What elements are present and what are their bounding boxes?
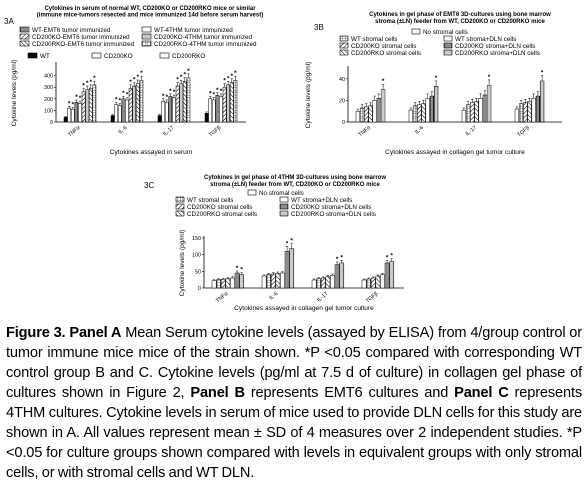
legend-label-cd200ko-4thm-tumor-immunized: CD200KO-4THM tumor immunized [154,34,252,41]
legend-swatch-cd200ko-4thm-tumor-immunized [142,34,151,39]
chart-b-title-line: stroma (±LN) feeder from WT, CD200KO or CD200RKO mice [375,19,545,25]
legend-label-no-stromal-cells: No stromal cells [259,190,304,197]
chart-c-y-tick-label: 0 [198,286,201,292]
chart-b-bar-cd200rko-stroma-dln-cells-tgf [540,81,544,122]
chart-c-y-tick-label: 150 [192,236,201,242]
chart-a-significance-star: * [212,91,216,99]
chart-a-significance-star: * [89,78,93,86]
chart-a-significance-star: * [230,72,234,80]
chart-panel-c [140,170,440,320]
chart-a-bar-wt-4thm-tumor-immunized-tgf [219,96,222,122]
chart-c-bar-cd200ko-stromal-cells-il-6 [271,274,275,288]
chart-c-bar-cd200rko-stromal-cells-tgf [376,276,380,288]
chart-a-bar-cd200rko-emt6-tumor-immunized-il-6 [136,84,139,122]
chart-a-significance-star: * [129,78,132,86]
chart-a-significance-star: * [223,77,226,85]
chart-a-y-tick-label: 300 [44,85,53,92]
chart-c-bar-no-stromal-cells-tgf [362,280,366,288]
chart-c-significance-star: * [240,266,243,274]
legend-swatch-wt-stromal-cells [340,36,348,41]
legend-label-wt: WT [40,53,50,60]
legend-label-no-stromal-cells: No stromal cells [423,29,468,36]
chart-c-bar-wt-stroma-dln-cells-il-6 [280,273,284,288]
chart-b-y-axis-label: Cytokine levels (pg/ml) [305,61,312,129]
chart-a-title-line: (immune mice-tumors resected and mice immunized 14d before serum harvest) [36,12,264,19]
legend-label-cd200ko: CD200KO [104,53,133,60]
chart-b-bar-cd200rko-stromal-cells-il-17 [475,101,479,122]
chart-c-bar-cd200rko-stromal-cells-tnf [226,279,230,288]
chart-a-bar-wt-4thm-tumor-immunized-il-17 [172,98,175,122]
chart-b-bar-cd200ko-stromal-cells-tgf [523,103,527,122]
chart-a-bar-wt-tnf [64,117,67,122]
legend-label-cd200ko-stroma-dln-cells: CD200KO stroma+DLN cells [455,43,536,50]
chart-a-bar-cd200rko-tgf [212,100,215,122]
chart-a-bar-wt-tgf [205,113,208,122]
chart-a-bar-cd200ko-4thm-tumor-immunized-tnf [86,90,89,122]
chart-a-significance-star: * [67,100,71,108]
chart-a-significance-star: * [140,70,143,78]
legend-swatch-cd200ko-emt6-tumor-immunized [20,34,29,39]
chart-b-bar-cd200rko-stromal-cells-tnf [369,106,373,122]
chart-a-significance-star: * [125,91,129,99]
legend-swatch-cd200rko [160,53,169,58]
chart-b-bar-no-stromal-cells-tnf [356,111,360,122]
chart-c-significance-star: * [290,237,293,245]
chart-b-bar-cd200rko-stroma-dln-cells-il-17 [487,85,491,122]
chart-a-bar-cd200ko-il-17 [162,101,165,122]
chart-b-bar-cd200ko-stromal-cells-tnf [364,107,368,122]
legend-swatch-cd200rko-stromal-cells [176,211,184,216]
chart-a-significance-star: * [172,89,176,97]
chart-a-significance-star: * [176,76,179,84]
legend-label-cd200rko: CD200RKO [172,53,206,60]
chart-c-bar-cd200rko-stroma-dln-cells-il-17 [340,263,344,288]
legend-swatch-wt-4thm-tumor-immunized [142,27,151,32]
chart-a-bar-cd200ko-tgf [209,99,212,122]
legend-label-cd200rko-4thm-tumor-immunized: CD200RKO-4THM tumor immunized [154,41,257,48]
chart-a-significance-star: * [118,97,122,105]
chart-c-bar-wt-stromal-cells-tgf [367,279,371,288]
chart-c-significance-star: * [340,254,343,262]
legend-label-cd200rko-stromal-cells: CD200RKO stromal cells [187,211,257,218]
chart-a-x-tick-label: TNFα [67,124,82,139]
legend-swatch-cd200rko-4thm-tumor-immunized [142,41,151,46]
chart-c-significance-star: * [285,240,289,248]
caption-panel-b-text: represents EMT6 cultures and [244,385,455,401]
chart-c-title-line: Cytokines in gel phase of 4THM 3D-cultures using bone marrow [203,175,387,181]
chart-a-bar-wt-emt6-tumor-immunized-tgf [216,95,219,122]
chart-c-x-tick-label: TGFβ [364,290,380,305]
chart-a-bar-wt-emt6-tumor-immunized-il-6 [122,99,125,122]
chart-a-bar-cd200ko-emt6-tumor-immunized-tgf [223,87,226,122]
legend-swatch-cd200rko-emt6-tumor-immunized [20,41,29,46]
chart-a-x-tick-label: IL-6 [117,124,129,136]
legend-label-wt-stroma-dln-cells: WT stroma+DLN cells [455,36,517,43]
legend-swatch-cd200rko-stromal-cells [340,50,348,55]
chart-b-bar-cd200ko-stroma-dln-cells-tgf [536,96,540,122]
chart-c-bar-cd200rko-stroma-dln-cells-il-6 [290,249,294,288]
chart-a-significance-star: * [161,92,165,100]
caption-figure-label: Figure 3. [6,325,66,341]
chart-a-significance-star: * [71,101,75,109]
chart-a-bar-cd200rko-emt6-tumor-immunized-il-17 [183,81,186,122]
chart-c-x-axis-label: Cytokines assayed in collagen gel tumor culture [234,305,374,312]
chart-a-significance-star: * [78,95,82,103]
chart-c-x-tick-label: IL-6 [268,290,280,302]
legend-swatch-cd200ko [92,53,101,58]
chart-a-significance-star: * [122,90,125,98]
chart-b-bar-cd200ko-stroma-dln-cells-il-6 [430,96,434,122]
chart-a-bar-cd200rko-emt6-tumor-immunized-tgf [230,83,233,122]
chart-b-bar-no-stromal-cells-il-17 [462,110,466,122]
chart-a-y-tick-label: 100 [44,108,53,115]
caption-panel-a-label: Panel A [69,325,122,341]
chart-c-significance-star: * [385,254,389,262]
chart-a-bar-cd200ko-il-6 [115,105,118,122]
caption-panel-c-text: represents 4THM cultures. Cytokine levels in serum of mice used to provide DLN cells for this study are shown in A. All values represent mean ± SD of 4 measures over 2 independent studies. *P <0.05 for culture groups shown compared with levels in equivalent groups with only stromal cells, or with stromal cells and WT DLN. [6,385,583,481]
chart-a-bar-cd200ko-emt6-tumor-immunized-il-6 [129,88,132,122]
chart-a-y-tick-label: 0 [50,120,53,126]
chart-c-bar-cd200rko-stromal-cells-il-17 [326,277,330,288]
chart-c-bar-cd200rko-stromal-cells-il-6 [276,273,280,288]
chart-c-bar-wt-stromal-cells-il-17 [317,279,321,288]
chart-a-x-tick-label: TGFβ [207,124,223,139]
legend-label-cd200ko-stroma-dln-cells: CD200KO stroma+DLN cells [291,204,372,211]
legend-swatch-wt-stroma-dln-cells [444,36,452,41]
chart-a-significance-star: * [114,96,118,104]
legend-swatch-wt-stroma-dln-cells [280,197,288,202]
chart-b-bar-wt-stromal-cells-tgf [519,104,523,122]
chart-b-bar-no-stromal-cells-il-6 [409,110,413,122]
chart-a-y-tick-label: 200 [44,96,53,103]
chart-a-x-axis-label: Cytokines assayed in serum [109,149,193,156]
legend-label-cd200rko-stroma-dln-cells: CD200RKO stroma+DLN cells [291,211,376,218]
chart-c-bar-cd200ko-stromal-cells-tnf [221,279,225,288]
chart-a-bar-cd200rko-il-17 [165,102,168,122]
chart-c-bar-cd200rko-stroma-dln-cells-tnf [240,275,244,288]
chart-a-bar-cd200ko-4thm-tumor-immunized-il-17 [180,84,183,122]
legend-label-cd200ko-stromal-cells: CD200KO stromal cells [187,204,253,211]
legend-swatch-no-stromal-cells [248,190,256,195]
legend-swatch-cd200ko-stroma-dln-cells [280,204,288,209]
legend-label-wt-emt6-tumor-immunized: WT-EMT6 tumor immunized [32,27,111,34]
chart-a-significance-star: * [93,75,96,83]
chart-b-panel-label: 3B [314,23,324,32]
chart-a-significance-star: * [234,70,237,78]
legend-swatch-cd200rko-stroma-dln-cells [280,211,288,216]
legend-label-wt-stroma-dln-cells: WT stroma+DLN cells [291,197,353,204]
legend-label-wt-4thm-tumor-immunized: WT-4THM tumor immunized [154,27,233,34]
chart-a-bar-cd200rko-4thm-tumor-immunized-il-6 [140,80,143,122]
legend-label-cd200rko-stroma-dln-cells: CD200RKO stroma+DLN cells [455,50,540,57]
chart-b-x-tick-label: TGFβ [516,124,531,139]
chart-panel-b [300,6,586,166]
chart-c-bar-no-stromal-cells-il-17 [312,280,316,288]
caption-panel-c-label: Panel C [454,385,509,401]
chart-b-bar-cd200rko-stromal-cells-tgf [528,101,532,122]
chart-a-bar-wt-emt6-tumor-immunized-il-17 [169,96,172,122]
chart-a-bar-wt-4thm-tumor-immunized-il-6 [125,100,128,122]
chart-a-y-tick-label: 400 [44,73,53,80]
chart-b-significance-star: * [487,73,491,81]
caption-panel-b-label: Panel B [190,385,245,401]
legend-label-cd200ko-stromal-cells: CD200KO stromal cells [351,43,417,50]
chart-b-bar-cd200rko-stroma-dln-cells-tnf [381,90,385,122]
chart-b-bar-cd200ko-stroma-dln-cells-tnf [377,98,381,122]
chart-panel-a [0,0,296,170]
chart-c-x-tick-label: IL-17 [316,290,330,304]
chart-b-svg [300,6,586,166]
chart-c-significance-star: * [335,256,339,263]
chart-b-bar-no-stromal-cells-tgf [515,109,519,122]
chart-c-bar-cd200ko-stromal-cells-tgf [371,278,375,288]
legend-swatch-cd200ko-stromal-cells [340,43,348,48]
chart-c-bar-cd200rko-stroma-dln-cells-tgf [390,261,394,288]
chart-b-bar-wt-stromal-cells-tnf [360,108,364,122]
legend-label-wt-stromal-cells: WT stromal cells [187,197,234,204]
chart-a-title-line: Cytokines in serum of normal WT, CD200KO or CD200RKO mice or similar [44,6,256,12]
chart-a-significance-star: * [169,87,172,95]
chart-a-bar-cd200ko-emt6-tumor-immunized-tnf [82,92,85,122]
chart-c-bar-cd200ko-stroma-dln-cells-tnf [235,273,239,288]
legend-swatch-wt-stromal-cells [176,197,184,202]
chart-c-bar-wt-stromal-cells-il-6 [267,275,271,288]
chart-a-bar-cd200rko-4thm-tumor-immunized-il-17 [187,78,190,122]
chart-b-x-tick-label: IL-17 [464,124,478,138]
chart-c-bar-cd200ko-stroma-dln-cells-tgf [385,263,389,288]
chart-a-svg [0,0,296,170]
chart-a-significance-star: * [187,67,190,75]
chart-c-bar-cd200ko-stromal-cells-il-17 [321,278,325,288]
chart-a-bar-cd200rko-il-6 [118,106,121,122]
chart-a-x-tick-label: IL-17 [162,124,176,138]
legend-label-cd200rko-emt6-tumor-immunized: CD200RKO-EMT6 tumor immunized [32,41,135,48]
chart-c-bar-wt-stromal-cells-tnf [217,280,221,288]
chart-a-bar-cd200rko-4thm-tumor-immunized-tnf [93,85,96,122]
chart-a-bar-cd200rko-tnf [71,109,74,122]
chart-a-significance-star: * [208,90,212,98]
chart-a-bar-wt-4thm-tumor-immunized-tnf [78,103,81,122]
legend-swatch-wt-emt6-tumor-immunized [20,27,29,32]
chart-b-bar-wt-stroma-dln-cells-tgf [532,98,536,122]
chart-b-x-tick-label: TNFα [357,124,372,139]
chart-a-bar-wt-il-6 [111,116,114,122]
chart-a-bar-cd200ko-emt6-tumor-immunized-il-17 [176,86,179,122]
chart-a-y-axis-label: Cytokine levels (pg/ml) [11,59,18,127]
chart-a-significance-star: * [75,93,78,101]
chart-a-significance-star: * [85,80,89,88]
legend-swatch-wt [28,53,37,58]
chart-c-bar-cd200ko-stroma-dln-cells-il-17 [335,265,339,288]
chart-a-bar-wt-il-17 [158,116,161,122]
chart-b-bar-cd200rko-stroma-dln-cells-il-6 [434,86,438,122]
chart-a-significance-star: * [132,76,136,84]
chart-a-bar-cd200ko-tnf [68,108,71,122]
chart-a-bar-cd200ko-4thm-tumor-immunized-il-6 [133,86,136,122]
chart-a-significance-star: * [165,93,169,101]
chart-c-panel-label: 3C [144,181,155,190]
chart-b-bar-wt-stromal-cells-il-17 [466,105,470,122]
chart-c-bar-wt-stroma-dln-cells-il-17 [330,275,334,288]
chart-b-significance-star: * [434,74,438,82]
chart-c-bar-wt-stroma-dln-cells-tgf [380,275,384,288]
chart-a-bar-cd200rko-emt6-tumor-immunized-tnf [89,88,92,122]
legend-label-cd200rko-stromal-cells: CD200RKO stromal cells [351,50,421,57]
chart-b-bar-wt-stromal-cells-il-6 [413,106,417,122]
chart-b-bar-wt-stroma-dln-cells-il-6 [426,98,430,122]
chart-c-y-tick-label: 100 [192,252,201,259]
legend-label-cd200ko-emt6-tumor-immunized: CD200KO-EMT6 tumor immunized [32,34,130,41]
chart-b-y-tick-label: 20 [339,98,345,105]
chart-a-significance-star: * [216,86,219,94]
chart-c-y-tick-label: 50 [195,269,201,276]
chart-b-bar-wt-stroma-dln-cells-tnf [373,100,377,122]
legend-swatch-cd200ko-stroma-dln-cells [444,43,452,48]
chart-c-bar-no-stromal-cells-tnf [212,281,216,288]
chart-b-significance-star: * [540,69,544,77]
chart-c-svg [140,170,440,320]
chart-b-bar-cd200ko-stromal-cells-il-17 [470,103,474,122]
chart-a-significance-star: * [136,74,140,82]
chart-b-bar-cd200ko-stroma-dln-cells-il-17 [483,95,487,122]
chart-a-bar-wt-emt6-tumor-immunized-tnf [75,102,78,122]
chart-c-bar-wt-stroma-dln-cells-tnf [230,278,234,288]
chart-b-title-line: Cytokines in gel phase of EMT6 3D-cultures using bone marrow [369,12,551,18]
legend-label-wt-stromal-cells: WT stromal cells [351,36,398,43]
legend-swatch-cd200ko-stromal-cells [176,204,184,209]
chart-a-panel-label: 3A [4,17,14,26]
figure-caption [6,323,582,483]
chart-c-significance-star: * [390,252,393,260]
chart-c-significance-star: * [235,265,239,272]
chart-b-x-axis-label: Cytokines assayed in collagen gel tumor culture [385,149,525,156]
chart-a-significance-star: * [179,74,183,82]
chart-b-bar-cd200ko-stromal-cells-il-6 [417,105,421,122]
chart-a-significance-star: * [226,75,230,83]
legend-swatch-cd200rko-stroma-dln-cells [444,50,452,55]
chart-a-bar-cd200ko-4thm-tumor-immunized-tgf [227,85,230,122]
chart-b-bar-wt-stroma-dln-cells-il-17 [479,98,483,122]
chart-b-significance-star: * [381,78,385,86]
chart-b-y-tick-label: 0 [342,120,345,126]
chart-a-significance-star: * [219,87,223,95]
legend-swatch-no-stromal-cells [412,29,420,34]
chart-c-bar-cd200ko-stroma-dln-cells-il-6 [285,251,289,288]
chart-b-x-tick-label: IL-6 [414,124,425,136]
chart-b-bar-cd200rko-stromal-cells-il-6 [422,104,426,122]
chart-a-bar-cd200rko-4thm-tumor-immunized-tgf [234,80,237,122]
chart-c-y-axis-label: Cytokine levels (pg/ml) [179,229,186,297]
chart-a-significance-star: * [82,82,85,90]
chart-a-significance-star: * [183,71,187,79]
chart-c-title-line: stroma (±LN) feeder from WT, CD200KO or CD200RKO mice [210,182,380,188]
chart-c-x-tick-label: TNFα [215,290,230,305]
chart-c-bar-no-stromal-cells-il-6 [262,276,266,288]
chart-b-y-tick-label: 40 [339,76,345,83]
caption-panel-a-text: Mean Serum cytokine levels (assayed by ELISA) from 4/group control or tumor immune mice mice of the strain shown. *P <0.05 compared with corresponding WT control group B and C. Cytokine levels (pg/ml at 7.5 d of culture) in collagen gel phase of cultures shown in Figure 2, [6,325,582,401]
